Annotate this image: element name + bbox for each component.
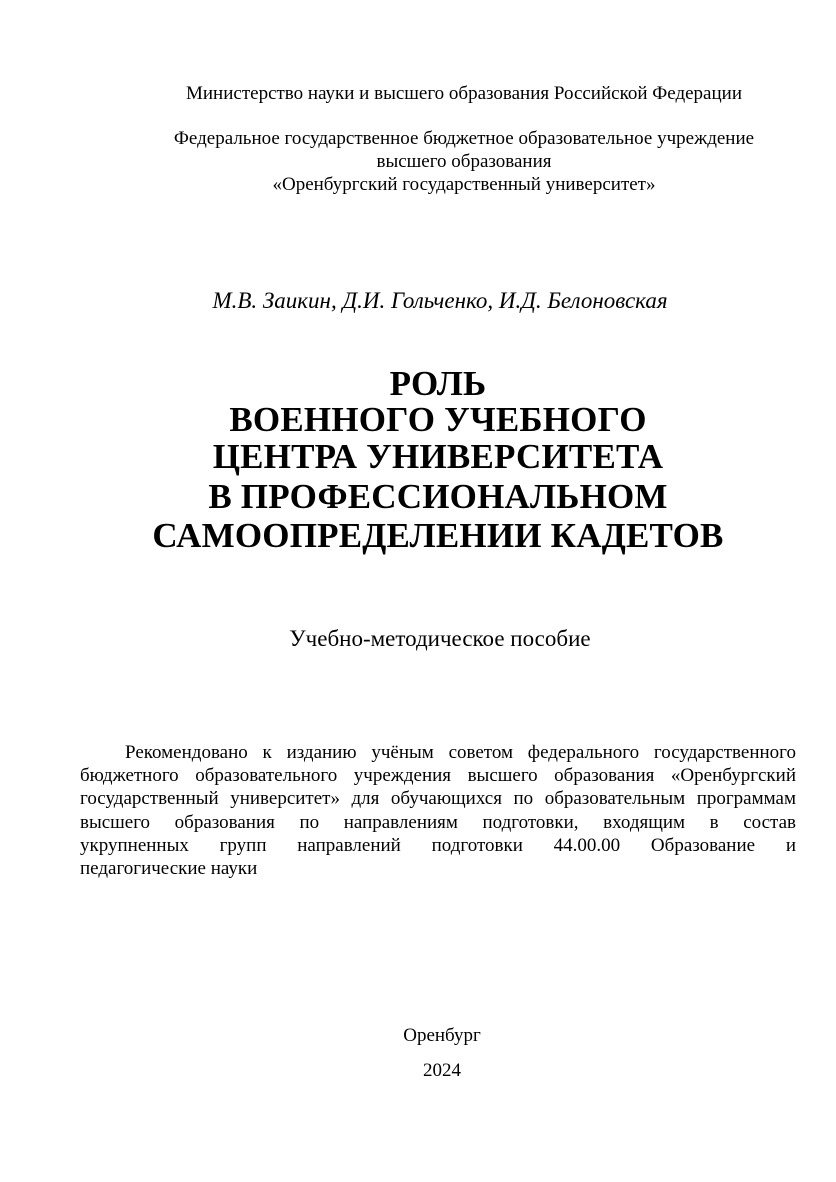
subtitle: Учебно-методическое пособие xyxy=(289,626,591,651)
institution-line-2: высшего образования xyxy=(376,151,552,172)
publication-city: Оренбург xyxy=(403,1025,481,1046)
title-line-1: РОЛЬ xyxy=(389,364,487,403)
recommendation-line-2: бюджетного образовательного учреждения высшего образования «Оренбургский xyxy=(80,765,796,787)
institution-line-1: Федеральное государственное бюджетное образовательное учреждение xyxy=(173,128,755,149)
publication-year: 2024 xyxy=(423,1060,461,1081)
authors: М.В. Заикин, Д.И. Гольченко, И.Д. Белоновская xyxy=(212,288,668,313)
ministry-line: Министерство науки и высшего образования Российской Федерации xyxy=(186,83,742,104)
recommendation-text xyxy=(80,741,796,880)
recommendation-line-3: государственный университет» для обучающихся по образовательным программам xyxy=(80,788,796,810)
recommendation-line-1: Рекомендовано к изданию учёным советом федерального государственного xyxy=(125,742,796,763)
title-line-2: ВОЕННОГО УЧЕБНОГО xyxy=(229,400,647,439)
recommendation-line-6: педагогические науки xyxy=(80,858,258,880)
title-line-3: ЦЕНТРА УНИВЕРСИТЕТА xyxy=(212,437,664,476)
recommendation-line-4: высшего образования по направлениям подготовки, входящим в состав xyxy=(80,811,796,833)
institution-line-3: «Оренбургский государственный университет» xyxy=(272,174,656,195)
recommendation-line-5: укрупненных групп направлений подготовки 44.00.00 Образование и xyxy=(80,834,796,856)
title-line-4: В ПРОФЕССИОНАЛЬНОМ xyxy=(208,477,668,516)
title-line-5: САМООПРЕДЕЛЕНИИ КАДЕТОВ xyxy=(152,516,724,555)
